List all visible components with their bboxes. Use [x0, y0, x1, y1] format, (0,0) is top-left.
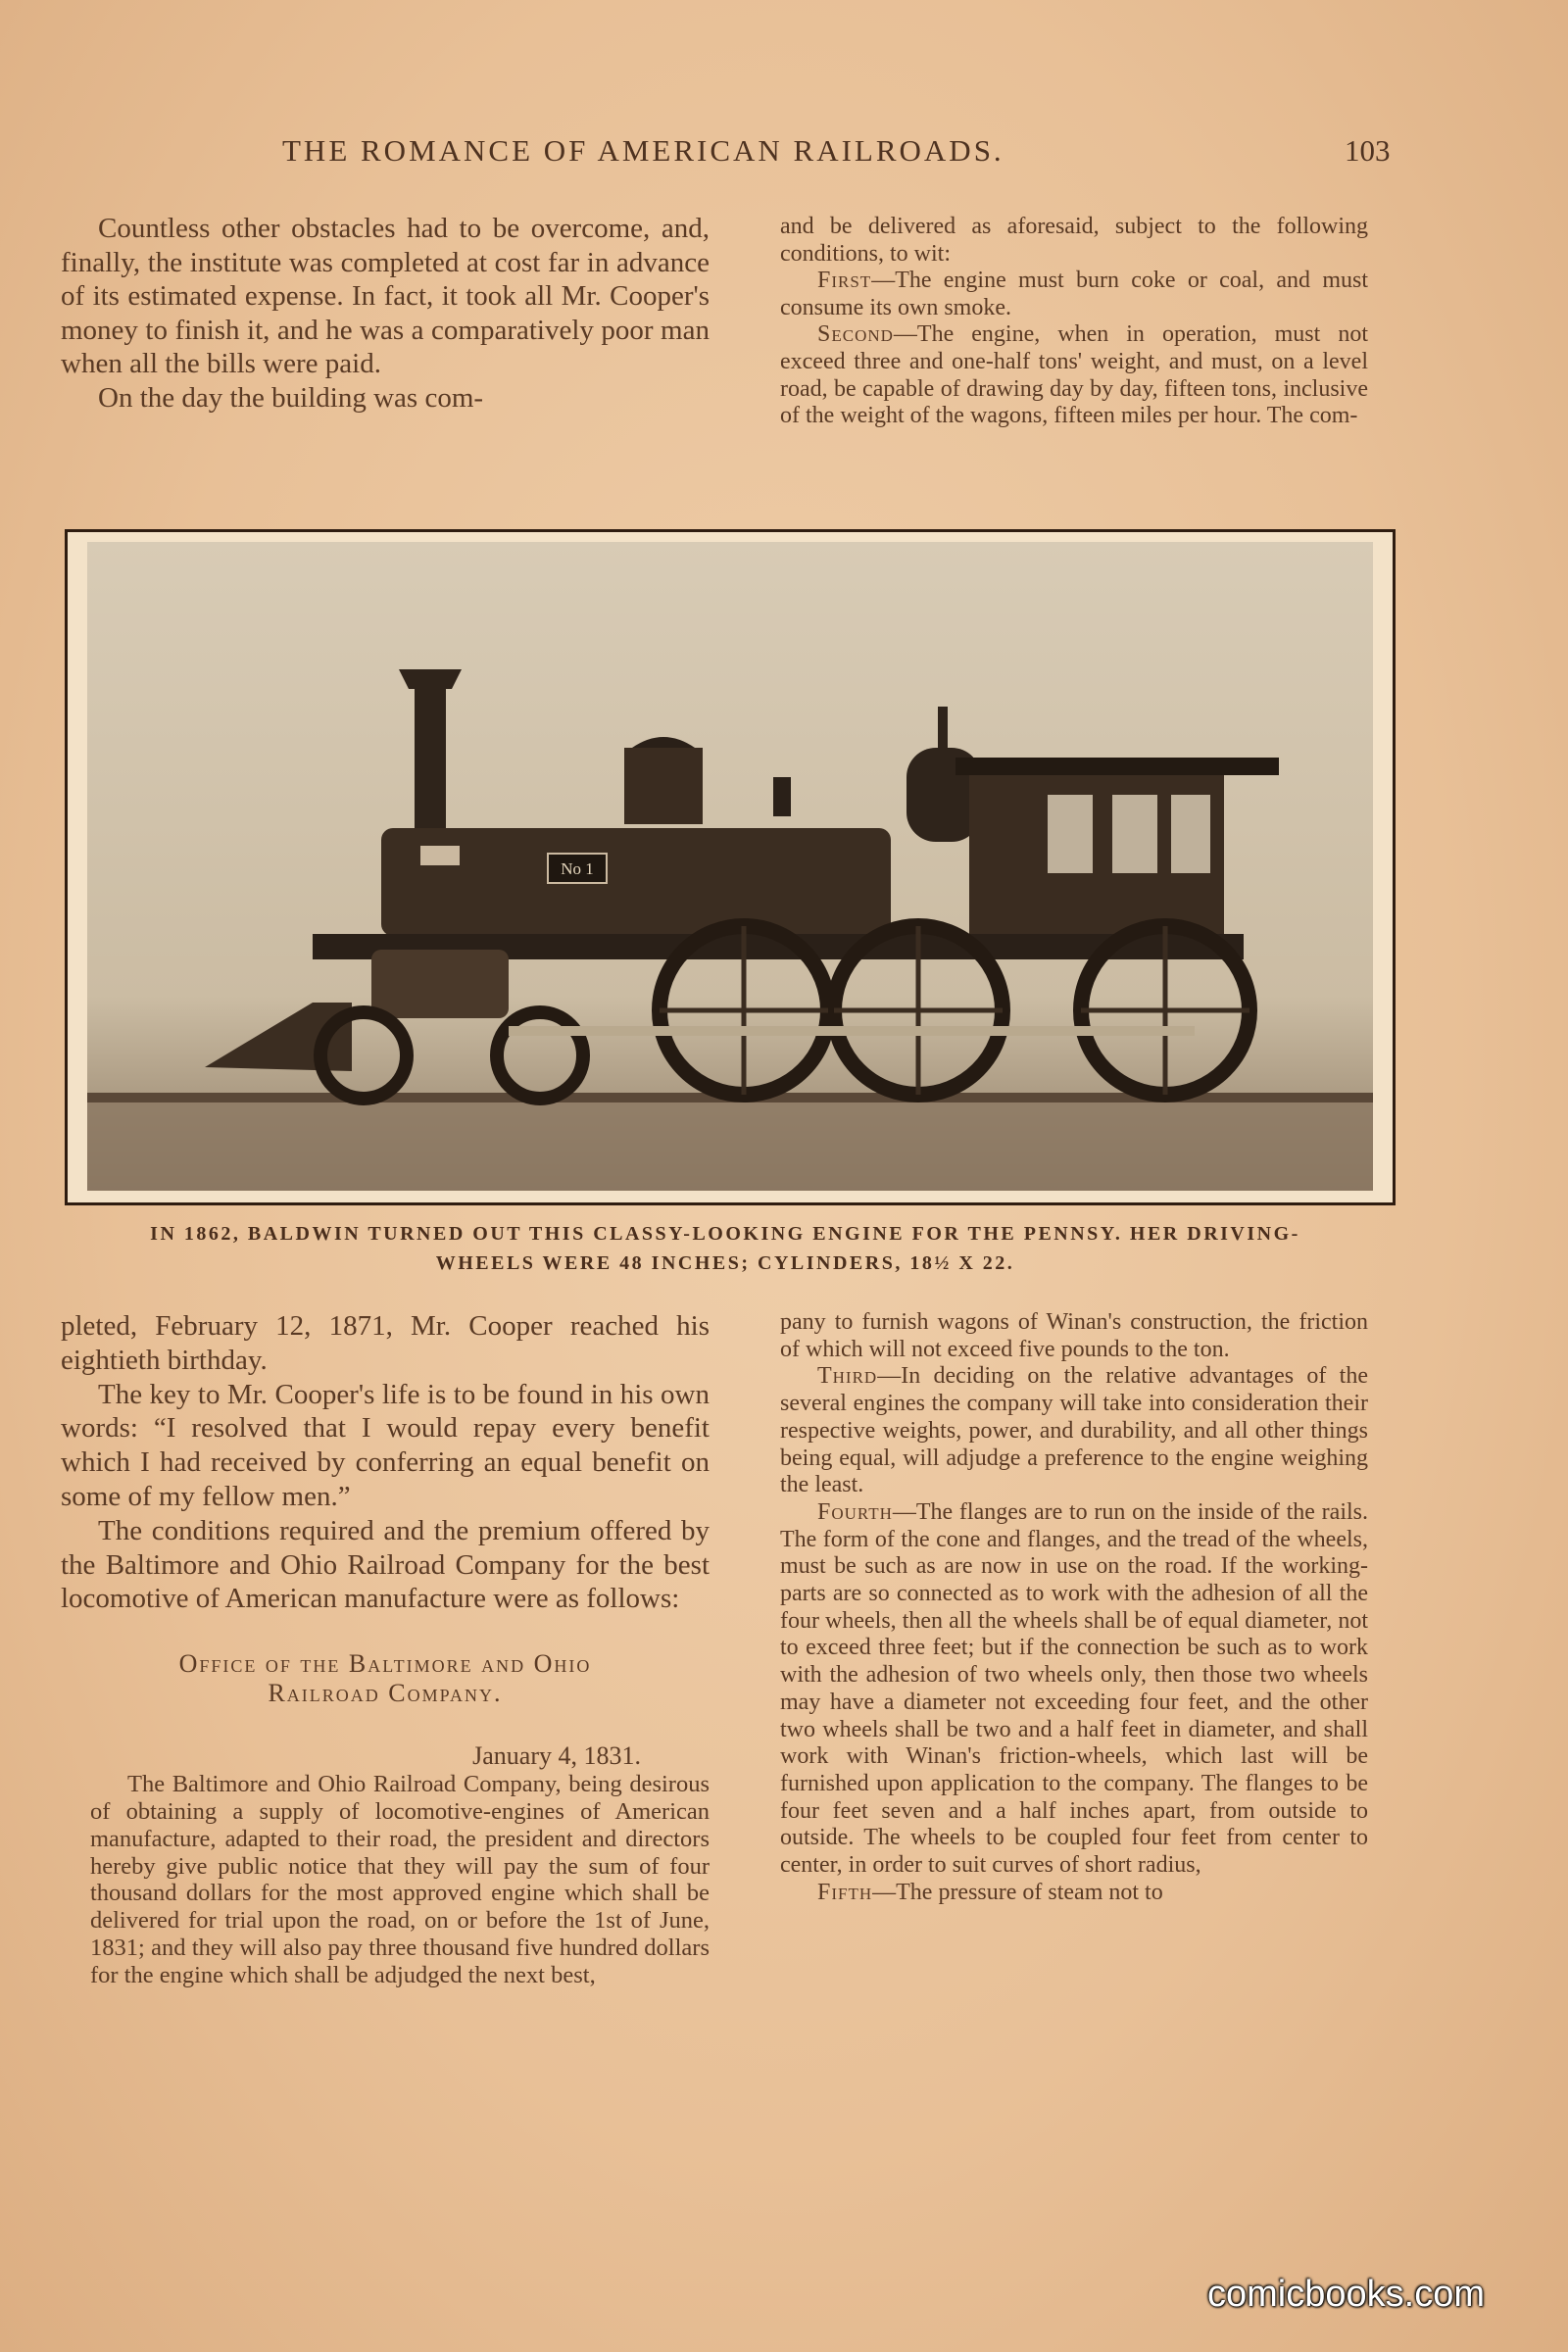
condition-second: [780, 321, 1368, 429]
condition-fifth: [780, 1880, 1368, 1907]
paragraph: Countless other obstacles had to be overcome, and, finally, the institute was completed at cost far in advance of its estimated expense. In fact, it took all Mr. Cooper's money to finish it, and he was a comparatively poor man when all the bills were paid.: [61, 213, 710, 379]
condition-third: [780, 1363, 1368, 1499]
condition-text: —In deciding on the relative advantages of the several engines the company will take into consideration their respective weights, power, and durability, and all other things being equal, will adjudge a preference to the engine weighing the least.: [780, 1363, 1368, 1498]
condition-label: First: [817, 268, 872, 294]
number-plate: No 1: [561, 859, 594, 878]
column-bottom-left: [61, 1309, 710, 1989]
figure-caption: [69, 1219, 1382, 1278]
page-number: 103: [1345, 133, 1391, 168]
caption-line: WHEELS WERE 48 INCHES; CYLINDERS, 18½ X 22.: [435, 1252, 1015, 1274]
letter-heading-line: Railroad Company.: [268, 1679, 503, 1708]
locomotive-illustration: [87, 542, 1373, 1191]
column-top-right: [780, 214, 1368, 430]
condition-label: Fifth: [817, 1879, 873, 1905]
letter-heading: [61, 1649, 710, 1708]
running-header: [0, 133, 1568, 172]
paragraph: pany to furnish wagons of Winan's construction, the friction of which will not exceed five pounds to the ton.: [780, 1309, 1368, 1362]
paragraph: The key to Mr. Cooper's life is to be found in his own words: “I resolved that I would repay every benefit which I had received by conferring an equal benefit on some of my fellow men.”: [61, 1378, 710, 1512]
condition-label: Second: [817, 321, 894, 348]
condition-first: [780, 268, 1368, 321]
condition-text: —The engine must burn coke or coal, and must consume its own smoke.: [780, 268, 1368, 320]
condition-text: —The engine, when in operation, must not exceed three and one-half tons' weight, and must, on a level road, be capable of drawing day by day, fifteen tons, inclusive of the weight of the wagons, fifteen miles per hour. The com-: [780, 321, 1368, 429]
paragraph: The conditions required and the premium offered by the Baltimore and Ohio Railroad Company for the best locomotive of American manufacture were as follows:: [61, 1514, 710, 1615]
paragraph: pleted, February 12, 1871, Mr. Cooper reached his eightieth birthday.: [61, 1310, 710, 1376]
letter-date: January 4, 1831.: [472, 1741, 641, 1771]
site-watermark: comicbooks.com: [1207, 2274, 1485, 2315]
letter-body: The Baltimore and Ohio Railroad Company, being desirous of obtaining a supply of locomotive-engines of American manufacture, adapted to their road, the president and directors hereby give public notice that they will pay the sum of four thousand dollars for the most approved engine which shall be delivered for trial upon the road, on or before the 1st of June, 1831; and they will also pay three thousand five hundred dollars for the engine which shall be adjudged the next best,: [90, 1771, 710, 1988]
condition-text: —The pressure of steam not to: [872, 1879, 1163, 1905]
column-bottom-right: [780, 1309, 1368, 1906]
condition-label: Fourth: [817, 1498, 893, 1525]
condition-label: Third: [817, 1363, 878, 1390]
running-head-title: THE ROMANCE OF AMERICAN RAILROADS.: [282, 133, 1004, 168]
condition-fourth: [780, 1499, 1368, 1880]
caption-line: IN 1862, BALDWIN TURNED OUT THIS CLASSY-LOOKING ENGINE FOR THE PENNSY. HER DRIVING-: [150, 1223, 1300, 1245]
letter-heading-line: Office of the Baltimore and Ohio: [178, 1649, 592, 1679]
paragraph: On the day the building was com-: [98, 381, 484, 414]
paragraph: and be delivered as aforesaid, subject to the following conditions, to wit:: [780, 214, 1368, 267]
locomotive-photo: [65, 529, 1396, 1205]
column-top-left: [61, 212, 710, 415]
condition-text: —The flanges are to run on the inside of the rails. The form of the cone and flanges, and the tread of the wheels, must be such as are now in use on the road. If the working-parts are so connected as to work with the adhesion of all the four wheels, then all the wheels shall be of equal diameter, not to exceed three feet; but if the connection be such as to work with the adhesion of two wheels only, then those two wheels may have a diameter not exceeding four feet, and the other two wheels shall be two and a half feet in diameter, and shall work with Winan's friction-wheels, which last will be furnished upon application to the company. The flanges to be four feet seven and a half inches apart, from outside to outside. The wheels to be coupled four feet from center to center, in order to suit curves of short radius,: [780, 1498, 1368, 1879]
